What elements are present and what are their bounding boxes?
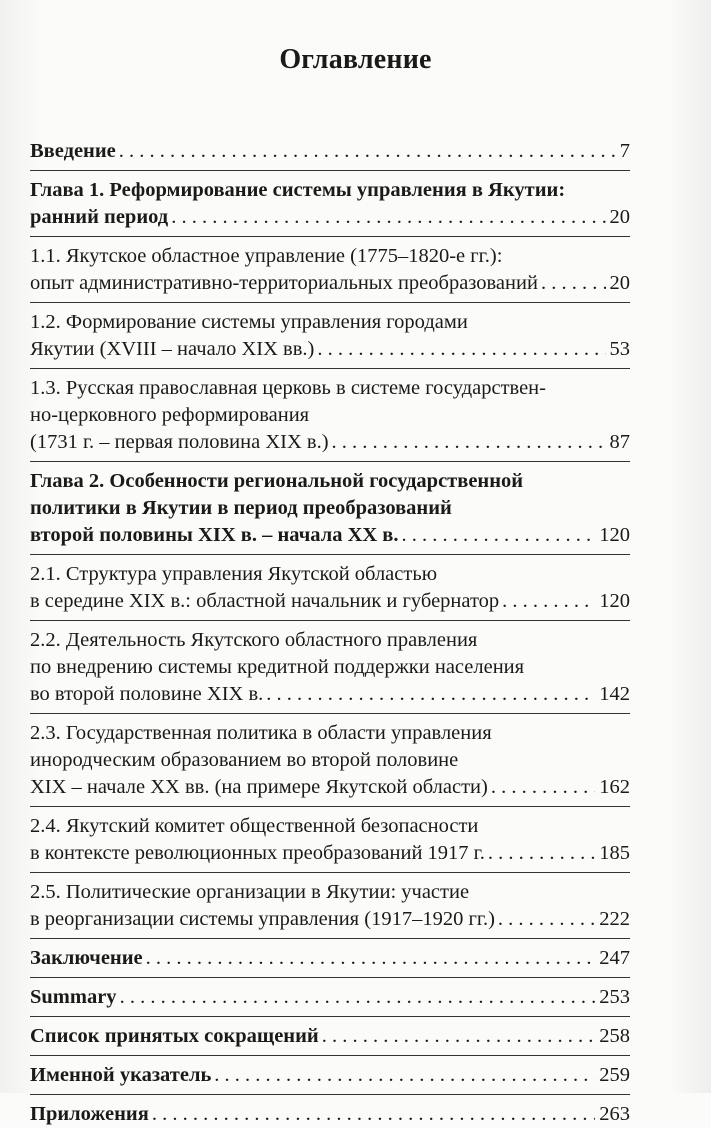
divider: [30, 620, 630, 621]
toc-entry: [30, 1023, 630, 1050]
toc-entry-title-line: 2.3. Государственная политика в области управления: [30, 722, 492, 744]
divider: [30, 872, 630, 873]
toc-entry-last-line: [30, 1023, 630, 1050]
page-number: 247: [599, 947, 630, 969]
toc-entry-title-line: по внедрению системы кредитной поддержки населения: [30, 656, 525, 678]
divider: [30, 236, 630, 237]
toc-entry-title-line: Summary: [30, 986, 117, 1008]
toc-entry-last-line: [30, 522, 630, 549]
page-number: 87: [609, 431, 630, 453]
toc-entry: [30, 1062, 630, 1089]
toc-entry-title-line: Именной указатель: [30, 1064, 212, 1086]
toc-entry: [30, 468, 630, 549]
toc-entry-last-line: [30, 1101, 630, 1128]
page-number: 142: [599, 683, 630, 705]
page-number: 120: [599, 590, 630, 612]
toc-entry-title-line: в реорганизации системы управления (1917–1920 гг.): [30, 908, 495, 930]
toc-entry-title-line: Якутии (XVIII – начало XIX вв.): [30, 338, 315, 360]
page-number: 263: [599, 1103, 630, 1125]
toc-entry-title-line: 2.4. Якутский комитет общественной безопасности: [30, 815, 479, 837]
toc-entry: [30, 945, 630, 972]
toc-entry: [30, 627, 630, 708]
toc-entry: [30, 813, 630, 867]
dot-leader: [499, 588, 595, 615]
toc-entry-title-line: 2.5. Политические организации в Якутии: участие: [30, 881, 470, 903]
toc-entry-title-line: в середине XIX в.: областной начальник и губернатор: [30, 590, 500, 612]
toc-entry-title-line: но-церковного реформирования: [30, 404, 310, 426]
page-number: 258: [599, 1025, 630, 1047]
toc-entry-title-line: 1.3. Русская православная церковь в системе государствен-: [30, 377, 546, 399]
toc-entry-title-line: 2.2. Деятельность Якутского областного правления: [30, 629, 478, 651]
toc-entry: [30, 879, 630, 933]
toc-entry: [30, 375, 630, 456]
toc-entry-last-line: [30, 945, 630, 972]
page-number: 162: [599, 776, 630, 798]
divider: [30, 713, 630, 714]
dot-leader: [329, 429, 606, 456]
page-number: 185: [599, 842, 630, 864]
toc-entry-title-line: Список принятых сокращений: [30, 1025, 319, 1047]
toc-entry-title-line: в контексте революционных преобразований 1917 г.: [30, 842, 485, 864]
toc-entry: [30, 138, 630, 165]
toc-entry-title-line: (1731 г. – первая половина XIX в.): [30, 431, 329, 453]
toc-entry-title-line: ранний период: [30, 206, 169, 228]
dot-leader: [319, 1023, 596, 1050]
divider: [30, 302, 630, 303]
dot-leader: [211, 1062, 595, 1089]
toc-entry-title-line: политики в Якутии в период преобразований: [30, 497, 452, 519]
dot-leader: [143, 945, 596, 972]
dot-leader: [117, 984, 596, 1011]
toc-entry: [30, 243, 630, 297]
toc-entry-title-line: опыт административно-территориальных преобразований: [30, 272, 538, 294]
page-number: 20: [609, 206, 630, 228]
toc-entry-title-line: Приложения: [30, 1103, 149, 1125]
dot-leader: [488, 774, 595, 801]
toc-entry-title-line: Введение: [30, 140, 116, 162]
divider: [30, 1055, 630, 1056]
toc-entry: [30, 177, 630, 231]
toc-entry-title-line: инородческим образованием во второй половине: [30, 749, 459, 771]
toc-entry-last-line: [30, 906, 630, 933]
page-number: 20: [609, 272, 630, 294]
divider: [30, 1016, 630, 1017]
toc-entry: [30, 309, 630, 363]
toc-entry: [30, 561, 630, 615]
divider: [30, 368, 630, 369]
toc-entry: [30, 1101, 630, 1128]
toc-entry-last-line: [30, 270, 630, 297]
divider: [30, 461, 630, 462]
toc-entry-title-line: Глава 1. Реформирование системы управления в Якутии:: [30, 179, 566, 201]
page-number: 259: [599, 1064, 630, 1086]
toc-entry-last-line: [30, 138, 630, 165]
dot-leader: [263, 681, 595, 708]
toc-entry-title-line: XIX – начале XX вв. (на примере Якутской области): [30, 776, 488, 798]
toc-entry-last-line: [30, 840, 630, 867]
page-number: 120: [599, 524, 630, 546]
page-number: 53: [609, 338, 630, 360]
toc-entry-last-line: [30, 681, 630, 708]
toc-entry-title-line: 1.1. Якутское областное управление (1775–1820-е гг.):: [30, 245, 503, 267]
toc-entry: [30, 984, 630, 1011]
dot-leader: [399, 522, 596, 549]
toc-entry-last-line: [30, 204, 630, 231]
dot-leader: [485, 840, 595, 867]
divider: [30, 806, 630, 807]
dot-leader: [314, 336, 605, 363]
toc-entry: [30, 720, 630, 801]
dot-leader: [538, 270, 606, 297]
page-title: Оглавление: [279, 44, 432, 75]
dot-leader: [168, 204, 605, 231]
page-number: 7: [619, 140, 630, 162]
divider: [30, 1094, 630, 1095]
page-number: 253: [599, 986, 630, 1008]
dot-leader: [149, 1101, 595, 1128]
toc-entry-last-line: [30, 429, 630, 456]
divider: [30, 977, 630, 978]
toc-entry-title-line: второй половины XIX в. – начала XX в.: [30, 524, 399, 546]
divider: [30, 554, 630, 555]
toc-entry-last-line: [30, 1062, 630, 1089]
toc-entry-title-line: Глава 2. Особенности региональной государственной: [30, 470, 524, 492]
toc-entry-last-line: [30, 984, 630, 1011]
divider: [30, 938, 630, 939]
toc-entry-title-line: 1.2. Формирование системы управления городами: [30, 311, 468, 333]
toc-entry-title-line: Заключение: [30, 947, 143, 969]
toc-entry-last-line: [30, 774, 630, 801]
divider: [30, 170, 630, 171]
toc-entry-title-line: 2.1. Структура управления Якутской областью: [30, 563, 438, 585]
dot-leader: [495, 906, 595, 933]
dot-leader: [116, 138, 616, 165]
toc-entry-last-line: [30, 588, 630, 615]
toc-entry-last-line: [30, 336, 630, 363]
toc-entry-title-line: во второй половине XIX в.: [30, 683, 264, 705]
page-number: 222: [599, 908, 630, 930]
table-of-contents: [30, 138, 630, 1128]
